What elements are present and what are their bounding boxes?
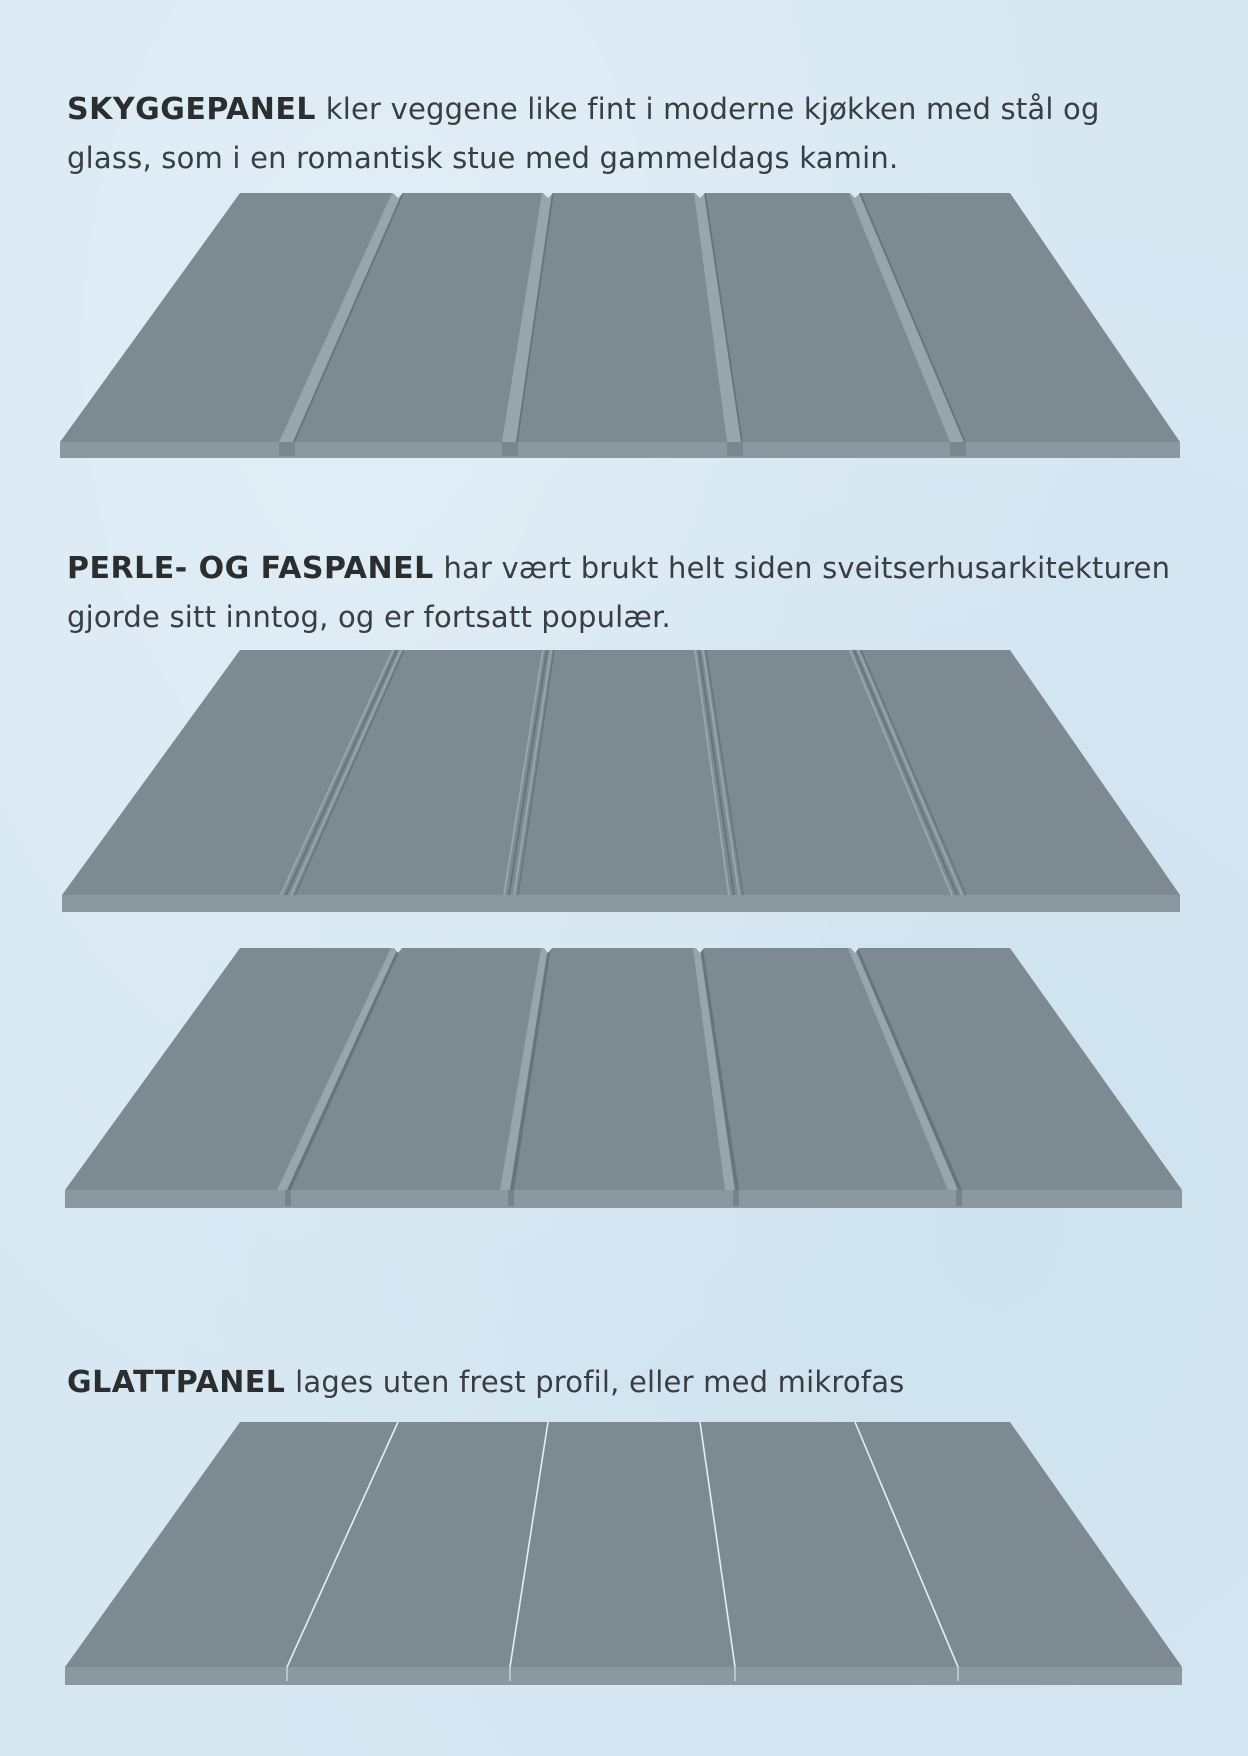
caption-text-line-1: lages uten frest profil, eller med mikrofas xyxy=(295,1365,905,1399)
caption-text-line-2: gjorde sitt inntog, og er fortsatt populær. xyxy=(67,600,671,634)
caption-text-line-1: kler veggene like fint i moderne kjøkken med stål og xyxy=(325,92,1100,126)
faspanel-illustration xyxy=(65,948,1182,1208)
caption-title: SKYGGEPANEL xyxy=(67,92,316,127)
skyggepanel-illustration xyxy=(60,193,1180,458)
caption-text-line-2: glass, som i en romantisk stue med gammeldags kamin. xyxy=(67,141,899,175)
caption-title: PERLE- OG FASPANEL xyxy=(67,551,434,586)
glattpanel-illustration xyxy=(65,1422,1182,1685)
perlepanel-illustration xyxy=(62,650,1180,912)
caption-title: GLATTPANEL xyxy=(67,1365,286,1400)
caption-text-line-1: har vært brukt helt siden sveitserhusarkitekturen xyxy=(443,551,1171,585)
